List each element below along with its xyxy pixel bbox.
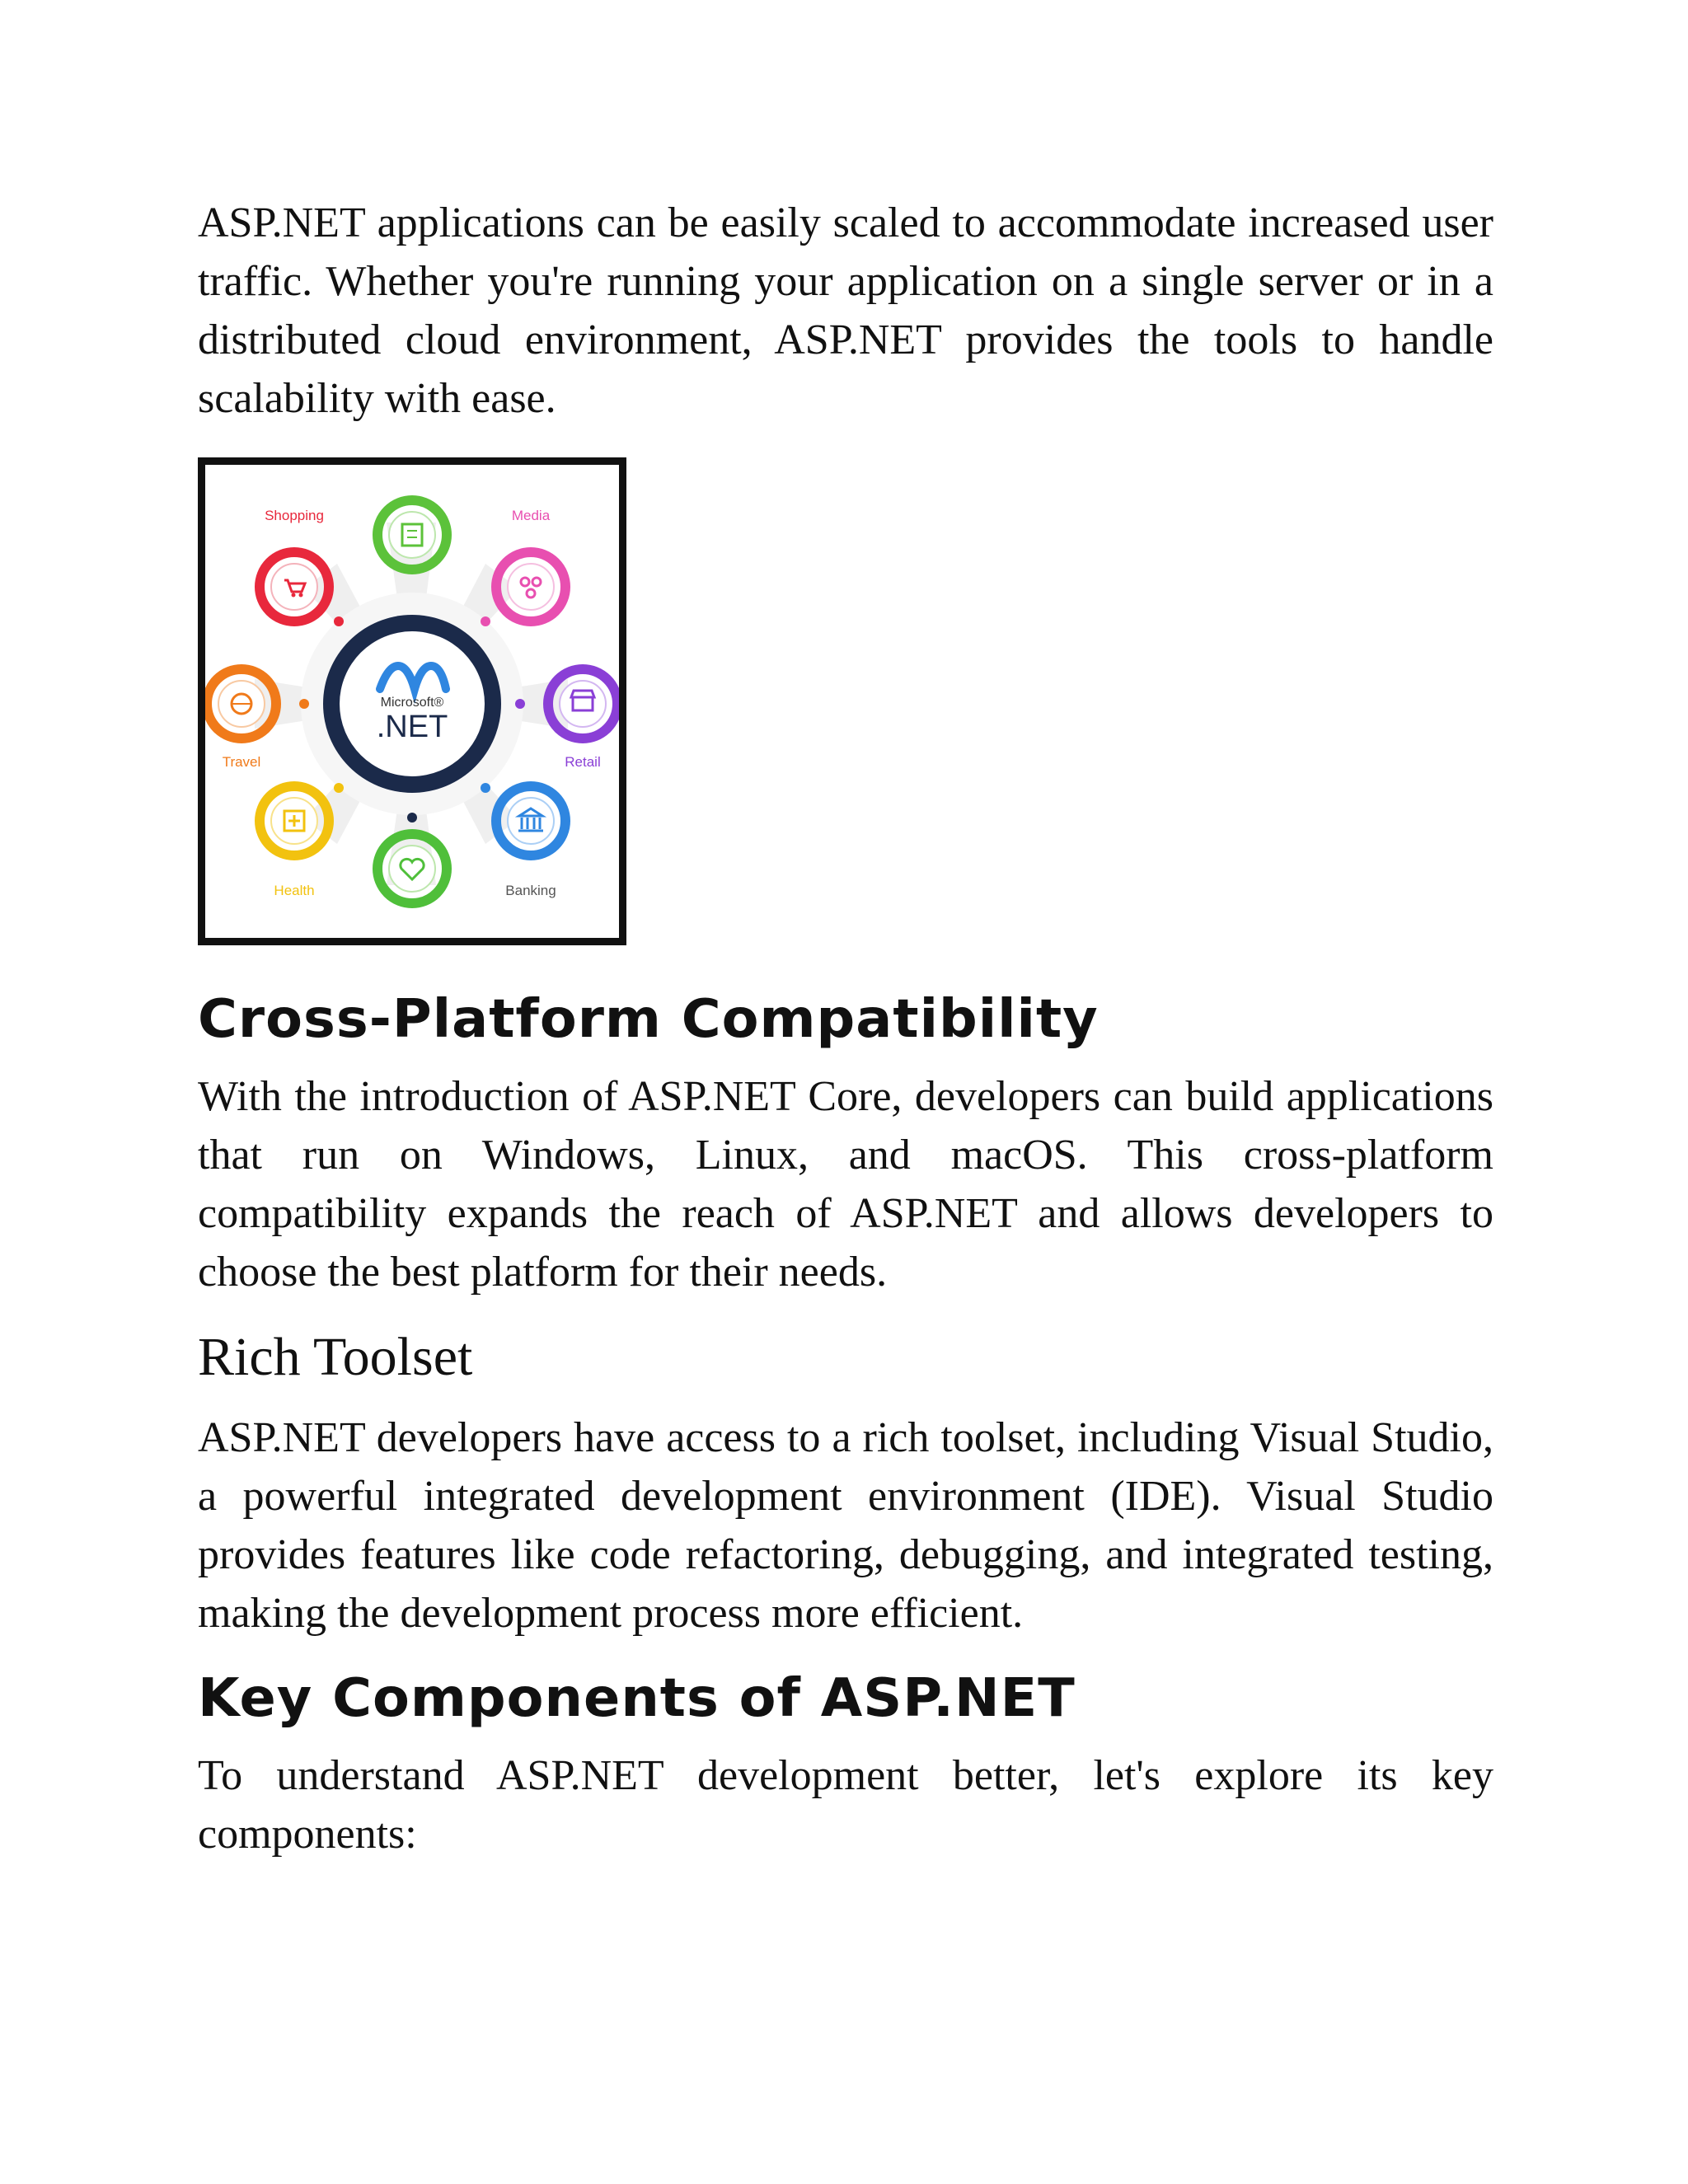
media-node	[496, 508, 565, 621]
paragraph-scalability: ASP.NET applications can be easily scaled to accommodate increased user traffic. Whether you're running your application on a single server or in a distributed cloud environment, ASP.NET provides the tools to handle scalability with ease.	[198, 199, 1493, 422]
dotnet-hub	[323, 615, 501, 793]
dotnet-industries-diagram	[205, 465, 619, 938]
paragraph-key-components: To understand ASP.NET development better, let's explore its key components:	[198, 1752, 1493, 1858]
paragraph-rich-toolset: ASP.NET developers have access to a rich toolset, including Visual Studio, a powerful integrated development environment (IDE). Visual Studio provides features like code refactoring, debugging, and integrated testing, making the development process more efficient.	[198, 1414, 1493, 1637]
banking-node	[496, 786, 565, 898]
label-retail: Retail	[565, 754, 601, 770]
label-media: Media	[511, 508, 551, 523]
label-travel: Travel	[222, 754, 261, 770]
heading-cross-platform: Cross-Platform Compatibility	[198, 989, 1099, 1050]
logo-top-text: Microsoft®	[380, 696, 444, 710]
label-shopping: Shopping	[265, 508, 324, 523]
paragraph-cross-platform: With the introduction of ASP.NET Core, developers can build applications that run on Windows, Linux, and macOS. This cross-platform compatibility expands the reach of ASP.NET and allows developers to choose the best platform for their needs.	[198, 1073, 1493, 1296]
logo-main-text: .NET	[376, 710, 448, 744]
label-health: Health	[274, 883, 315, 898]
heading-key-components: Key Components of ASP.NET	[198, 1668, 1076, 1729]
label-banking: Banking	[505, 883, 556, 898]
document-page	[198, 194, 1493, 1863]
shopping-node	[260, 508, 329, 621]
health-node	[260, 786, 329, 898]
heading-rich-toolset: Rich Toolset	[198, 1327, 473, 1387]
dotnet-industries-figure	[198, 457, 626, 945]
